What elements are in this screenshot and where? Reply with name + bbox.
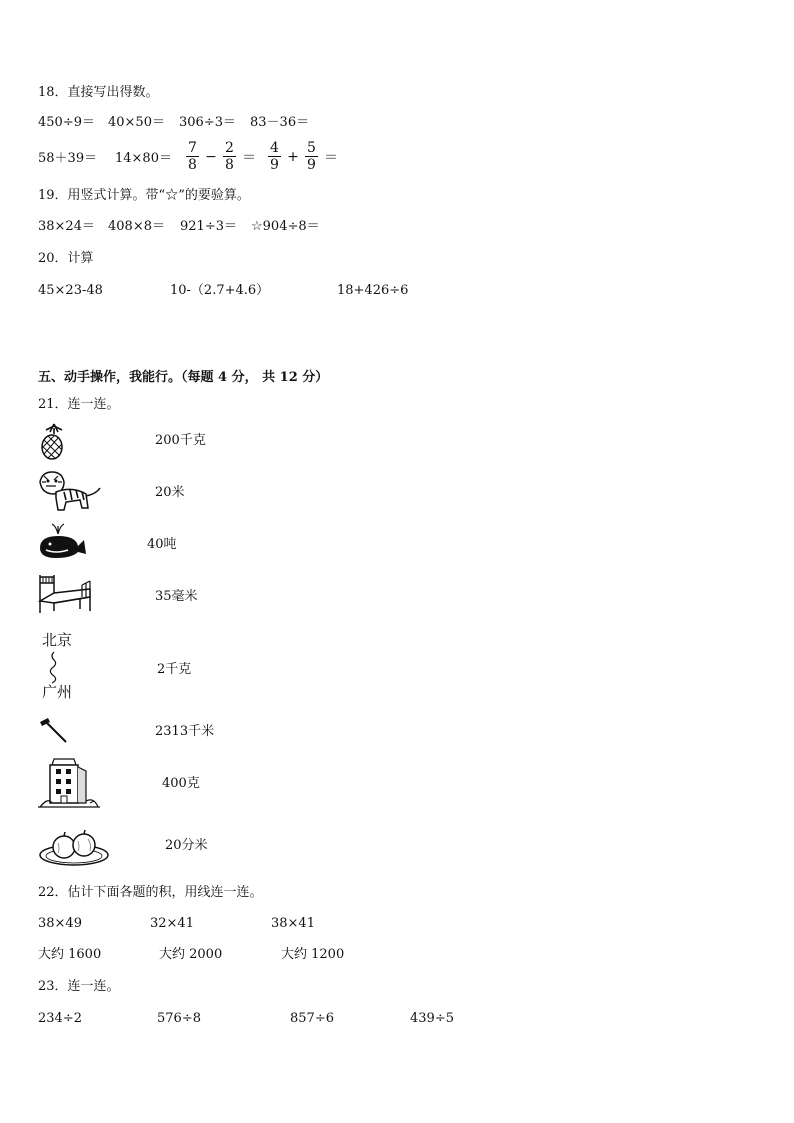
q20-title: 20．计算 [38, 251, 94, 266]
q23-title: 23．连一连。 [38, 979, 120, 994]
q18-title: 18．直接写出得数。 [38, 85, 159, 100]
numerator: 4 [270, 140, 279, 156]
route-line-icon [40, 650, 70, 684]
section-5-title: 五、动手操作，我能行。（每题 4 分， 共 12 分） [38, 370, 329, 385]
q22-product-2: 32×41 [150, 916, 194, 931]
q21-label-2: 20米 [155, 485, 185, 500]
q22-title: 22．估计下面各题的积，用线连一连。 [38, 885, 263, 900]
numerator: 7 [188, 140, 197, 156]
q22-estimate-1: 大约 1600 [38, 947, 102, 962]
pineapple-icon [36, 422, 72, 460]
q23-expr-1: 234÷2 [38, 1011, 82, 1026]
q20-expr-2: 10-（2.7+4.6） [170, 283, 270, 298]
q19-expr-2: 408×8＝ [108, 219, 165, 234]
denominator: 8 [188, 157, 197, 174]
whale-icon [36, 522, 88, 560]
q21-label-8: 20分米 [165, 838, 208, 853]
q22-product-3: 38×41 [271, 916, 315, 931]
equals-sign: ＝ [242, 149, 256, 166]
q21-label-7: 400克 [162, 776, 200, 791]
q19-title: 19．用竖式计算。带“☆”的要验算。 [38, 188, 250, 203]
q18-fraction-expr-1 [186, 140, 258, 173]
q23-expr-3: 857÷6 [290, 1011, 334, 1026]
q18-expr-6: 14×80＝ [115, 151, 172, 166]
map-label-beijing: 北京 [42, 631, 73, 649]
q21-label-1: 200千克 [155, 433, 206, 448]
denominator: 9 [270, 157, 279, 174]
q21-label-6: 2313千米 [155, 724, 215, 739]
building-icon [38, 755, 100, 809]
tiger-icon [36, 468, 104, 514]
q21-label-4: 35毫米 [155, 589, 198, 604]
equals-sign: ＝ [324, 149, 338, 166]
q23-expr-2: 576÷8 [157, 1011, 201, 1026]
q18-expr-2: 40×50＝ [108, 115, 165, 130]
operator: + [287, 148, 299, 165]
q18-fraction-expr-2 [268, 140, 340, 173]
operator: − [205, 148, 217, 165]
q21-label-5: 2千克 [157, 662, 192, 677]
q19-expr-4: ☆904÷8＝ [251, 219, 320, 234]
fraction [268, 140, 281, 173]
bed-icon [36, 571, 92, 615]
q21-title: 21．连一连。 [38, 397, 120, 412]
nail-icon [38, 716, 68, 744]
numerator: 5 [306, 140, 316, 156]
q18-expr-1: 450÷9＝ [38, 115, 95, 130]
plate-of-apples-icon [38, 825, 110, 867]
numerator: 2 [224, 140, 234, 156]
q19-expr-1: 38×24＝ [38, 219, 95, 234]
fraction [186, 140, 199, 173]
q23-expr-4: 439÷5 [410, 1011, 454, 1026]
q18-expr-3: 306÷3＝ [179, 115, 236, 130]
map-label-guangzhou: 广州 [42, 683, 73, 701]
denominator: 8 [224, 157, 234, 174]
fraction [223, 140, 236, 173]
q22-estimate-2: 大约 2000 [159, 947, 223, 962]
q22-product-1: 38×49 [38, 916, 82, 931]
q22-estimate-3: 大约 1200 [281, 947, 345, 962]
q21-label-3: 40吨 [147, 537, 177, 552]
q20-expr-1: 45×23-48 [38, 283, 103, 298]
q18-expr-4: 83－36＝ [250, 115, 310, 130]
denominator: 9 [306, 157, 316, 174]
q18-expr-5: 58＋39＝ [38, 151, 98, 166]
q19-expr-3: 921÷3＝ [180, 219, 237, 234]
fraction [305, 140, 318, 173]
q20-expr-3: 18+426÷6 [337, 283, 409, 298]
